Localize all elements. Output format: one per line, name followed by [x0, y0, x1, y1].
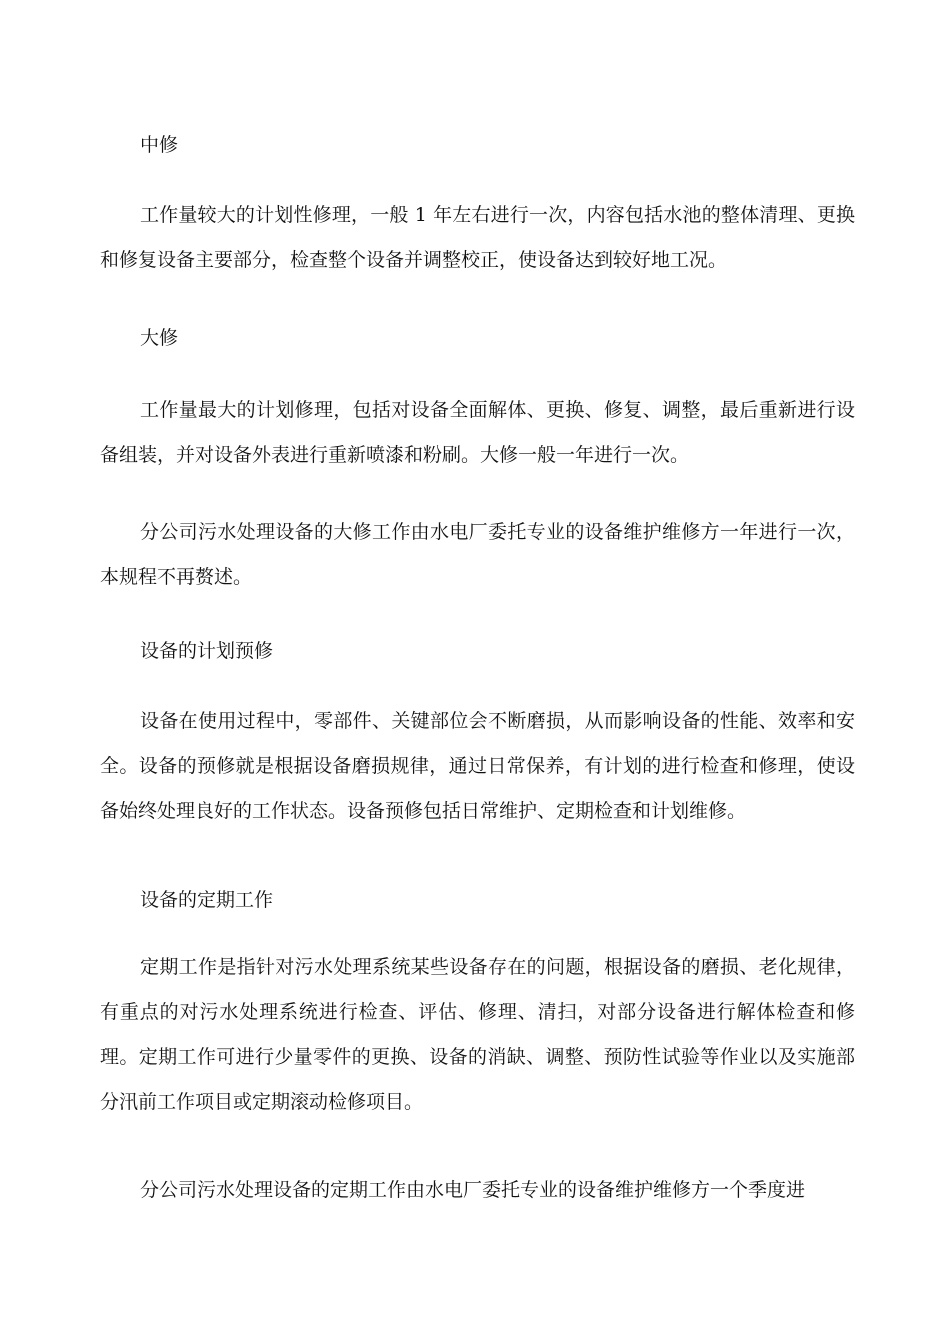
heading-plan-maintenance: 设备的计划预修: [140, 640, 274, 662]
paragraph-plan-maintenance: 设备在使用过程中，零部件、关键部位会不断磨损，从而影响设备的性能、效率和安全。设备的预修就是根据设备磨损规律，通过日常保养，有计划的进行检查和修理，使设备始终处理良好的工作状态。设备预修包括日常维护、定期检查和计划维修。: [100, 710, 855, 822]
paragraph-daxiu: 工作量最大的计划修理，包括对设备全面解体、更换、修复、调整，最后重新进行设备组装，并对设备外表进行重新喷漆和粉刷。大修一般一年进行一次。: [100, 399, 855, 466]
heading-periodic-work: 设备的定期工作: [140, 889, 274, 911]
paragraph-periodic-branch: 分公司污水处理设备的定期工作由水电厂委托专业的设备维护维修方一个季度进: [140, 1179, 806, 1201]
paragraph-zhongxiu: 工作量较大的计划性修理，一般 1 年左右进行一次，内容包括水池的整体清理、更换和修复设备主要部分，检查整个设备并调整校正，使设备达到较好地工况。: [100, 204, 855, 271]
heading-daxiu: 大修: [140, 327, 179, 349]
paragraph-periodic-work: 定期工作是指针对污水处理系统某些设备存在的问题，根据设备的磨损、老化规律，有重点的对污水处理系统进行检查、评估、修理、清扫，对部分设备进行解体检查和修理。定期工作可进行少量零件的更换、设备的消缺、调整、预防性试验等作业以及实施部分汛前工作项目或定期滚动检修项目。: [100, 956, 855, 1113]
paragraph-daxiu-branch: 分公司污水处理设备的大修工作由水电厂委托专业的设备维护维修方一年进行一次，本规程不再赘述。: [100, 521, 855, 588]
heading-zhongxiu: 中修: [140, 134, 179, 156]
